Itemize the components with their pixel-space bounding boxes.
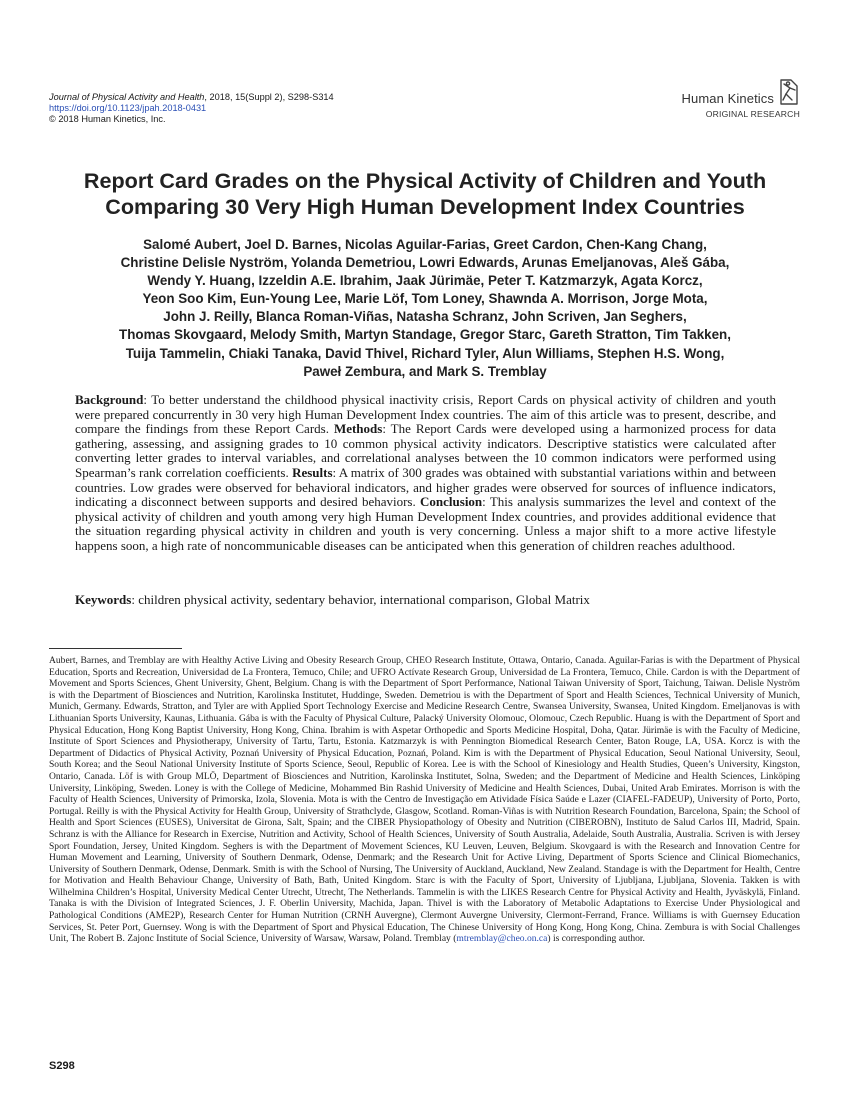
title-line: Comparing 30 Very High Human Development Index Countries xyxy=(105,194,745,219)
author-list xyxy=(50,236,800,381)
keywords xyxy=(75,592,776,607)
abstract xyxy=(75,393,776,554)
journal-header xyxy=(49,92,334,126)
author-line: Yeon Soo Kim, Eun-Young Lee, Marie Löf, Tom Loney, Shawnda A. Morrison, Jorge Mota, xyxy=(142,291,708,307)
author-line: Salomé Aubert, Joel D. Barnes, Nicolas Aguilar-Farias, Greet Cardon, Chen-Kang Chang, xyxy=(143,237,707,252)
affiliations-footnote xyxy=(49,655,800,945)
copyright: © 2018 Human Kinetics, Inc. xyxy=(49,114,166,125)
publisher-name: Human Kinetics xyxy=(681,90,774,106)
affiliations-text: Aubert, Barnes, and Tremblay are with Healthy Active Living and Obesity Research Group, CHEO Research Institute, Ottawa, Ontario, Canada. Aguilar-Farias is with the Department of Physical Education, Sports and Recreation, Universidad de La Frontera, Temuco, Chile; and UFRO Actívate Research Group, Universidad de La Frontera, Temuco, Chile. Cardon is with the Department of Movement and Sports Sciences, Ghent University, Ghent, Belgium. Chang is with the Department of Sport Performance, National Taiwan University of Sport, Taichung, Taiwan. Delisle Nyström is with the Department of Biosciences and Nutrition, Karolinska Institutet, Huddinge, Sweden. Demetriou is with the Department of Sport and Health Sciences, Technical University of Munich, Munich, Germany. Edwards, Stratton, and Tyler are with Applied Sport Technology Exercise and Medicine Research Centre, Swansea University, Swansea, United Kingdom. Emeljanovas is with Lithuanian Sports University, Kaunas, Lithuania. Gába is with the Faculty of Physical Culture, Palacký University Olomouc, Olomouc, Czech Republic. Huang is with the Department of Sport and Physical Education, Hong Kong Baptist University, Hong Kong, China. Ibrahim is with Aspetar Orthopedic and Sports Medicine Hospital, Doha, Qatar. Jürimäe is with the Faculty of Medicine, Institute of Sport Sciences and Physiotherapy, University of Tartu, Tartu, Estonia. Katzmarzyk is with Pennington Biomedical Research Center, Baton Rouge, LA, USA. Korcz is with the Department of Didactics of Physical Activity, Poznań University of Physical Education, Poznań, Poland. Kim is with the Department of Physical Education, Seoul National University, Seoul, South Korea; and the Seoul National University Institute of Sports Science, Seoul, Republic of Korea. Lee is with the School of Kinesiology and Health Studies, Queen’s University, Kingston, Ontario, Canada. Löf is with Group MLÖ, Department of Biosciences and Nutrition, Karolinska Institutet, Solna, Sweden; and the Department of Medicine and Health Sciences, Linköping University, Linköping, Sweden. Loney is with the College of Medicine, Mohammed Bin Rashid University of Medicine and Health Sciences, Dubai, United Arab Emirates. Morrison is with the Faculty of Health Sciences, University of Primorska, Izola, Slovenia. Mota is with the Centro de Investigação em Atividade Física Saúde e Lazer (CIAFEL-FADEUP), University of Porto, Porto, Portugal. Reilly is with the Physical Activity for Health Group, University of Strathclyde, Glasgow, Scotland. Roman-Viñas is with Nutrition Research Foundation, Barcelona, Spain; the School of Health and Sport Sciences (EUSES), Universitat de Girona, Salt, Spain; and the CIBER Physiopathology of Obesity and Nutrition (CIBEROBN), Instituto de Salud Carlos III, Madrid, Spain. Schranz is with the Alliance for Research in Exercise, Nutrition and Activity, School of Health Sciences, University of South Australia, Adelaide, South Australia, Australia. Scriven is with Jersey Sport Foundation, Jersey, United Kingdom. Seghers is with the Department of Movement Sciences, KU Leuven, Leuven, Belgium. Skovgaard is with the Research and Innovation Centre for Human Movement and Learning, University of Southern Denmark, Odense, Denmark; and the Research Unit for Active Living, Department of Sports Science and Clinical Biomechanics, University of Southern Denmark, Odense, Denmark. Smith is with the School of Nursing, The University of Auckland, Auckland, New Zealand. Standage is with the Department for Health, Centre for Motivation and Health Behaviour Change, University of Bath, Bath, United Kingdom. Starc is with the Faculty of Sport, University of Ljubljana, Ljubljana, Slovenia. Takken is with Wilhelmina Children’s Hospital, University Medical Center Utrecht, Utrecht, The Netherlands. Tammelin is with the LIKES Research Centre for Physical Activity and Health, Jyväskylä, Finland. Tanaka is with the Division of Integrated Sciences, J. F. Oberlin University, Machida, Japan. Thivel is with the Laboratory of Metabolic Adaptations to Exercise Under Physiological and Pathological Conditions (AME2P), Research Center for Human Nutrition (CRNH Auvergne), Clermont Auvergne University, Clermont-Ferrand, France. Williams is with Guernsey Education Services, St. Peter Port, Guernsey. Wong is with the Department of Sport and Physical Education, The Chinese University of Hong Kong, Hong Kong, China. Zembura is with Social Challenges Unit, The Robert B. Zajonc Institute of Social Science, University of Warsaw, Warsaw, Poland. Tremblay ( xyxy=(49,655,800,945)
results-text: : A matrix of 300 grades was obtained with substantial variations within and between countries. Low grades were observed for behavioral indicators, and higher grades were observed for sources of influence indicators, indicating a disconnect between supports and desired behaviors. xyxy=(75,464,776,510)
author-line: Thomas Skovgaard, Melody Smith, Martyn Standage, Gregor Starc, Gareth Stratton, Tim Takken, xyxy=(119,327,731,343)
publisher-block xyxy=(682,78,800,119)
article-section-label: ORIGINAL RESEARCH xyxy=(705,109,800,119)
journal-citation xyxy=(49,92,334,103)
affiliations-text-end: ) is corresponding author. xyxy=(547,933,645,945)
author-line: Paweł Zembura, and Mark S. Tremblay xyxy=(303,363,547,379)
background-label: Background xyxy=(75,392,144,407)
conclusion-text: : This analysis summarizes the level and context of the physical activity of children and youth among very high Human Development Index countries, and provides additional evidence that the situation regarding physical activity in children and youth is very concerning. Unless a major shift to a more active lifestyle happens soon, a high rate of noncommunicable diseases can be anticipated when this generation of children reaches adulthood. xyxy=(75,494,776,553)
author-line: Christine Delisle Nyström, Yolanda Demetriou, Lowri Edwards, Arunas Emeljanovas, Aleš Gába, xyxy=(120,255,730,271)
keywords-label: Keywords xyxy=(75,592,132,607)
article-title xyxy=(40,168,810,220)
methods-text: : The Report Cards were developed using a harmonized process for data gathering, assessing, and assigning grades to 10 common physical activity indicators. Descriptive statistics were calculated after converting letter grades to interval variables, and correlational analyses between the 10 common indicators were performed using Spearman’s rank correlation coefficients. xyxy=(75,421,776,480)
methods-label: Methods xyxy=(333,421,383,437)
doi-link[interactable]: https://doi.org/10.1123/jpah.2018-0431 xyxy=(49,103,207,114)
citation-info: , 2018, 15(Suppl 2), S298-S314 xyxy=(204,92,334,102)
title-line: Report Card Grades on the Physical Activity of Children and Youth xyxy=(83,168,767,193)
footnote-divider xyxy=(49,648,182,649)
background-text: : To better understand the childhood physical inactivity crisis, Report Cards on physical activity of children and youth were prepared concurrently in 30 very high Human Development Index countries. The aim of this article was to present, describe, and compare the findings from these Report Cards. xyxy=(75,392,776,437)
corresponding-email-link[interactable]: mtremblay@cheo.on.ca xyxy=(456,933,548,945)
human-kinetics-logo-icon xyxy=(778,78,800,106)
author-line: Wendy Y. Huang, Izzeldin A.E. Ibrahim, Jaak Jürimäe, Peter T. Katzmarzyk, Agata Korcz, xyxy=(147,273,703,289)
conclusion-label: Conclusion xyxy=(420,494,483,510)
author-line: John J. Reilly, Blanca Roman-Viñas, Natasha Schranz, John Scriven, Jan Seghers, xyxy=(163,309,687,325)
journal-name: Journal of Physical Activity and Health xyxy=(49,92,205,102)
results-label: Results xyxy=(292,464,333,480)
page-number: S298 xyxy=(49,1060,75,1072)
author-line: Tuija Tammelin, Chiaki Tanaka, David Thivel, Richard Tyler, Alun Williams, Stephen H.S. Wong, xyxy=(125,345,725,361)
keywords-text: : children physical activity, sedentary behavior, international comparison, Global Matrix xyxy=(131,592,590,607)
